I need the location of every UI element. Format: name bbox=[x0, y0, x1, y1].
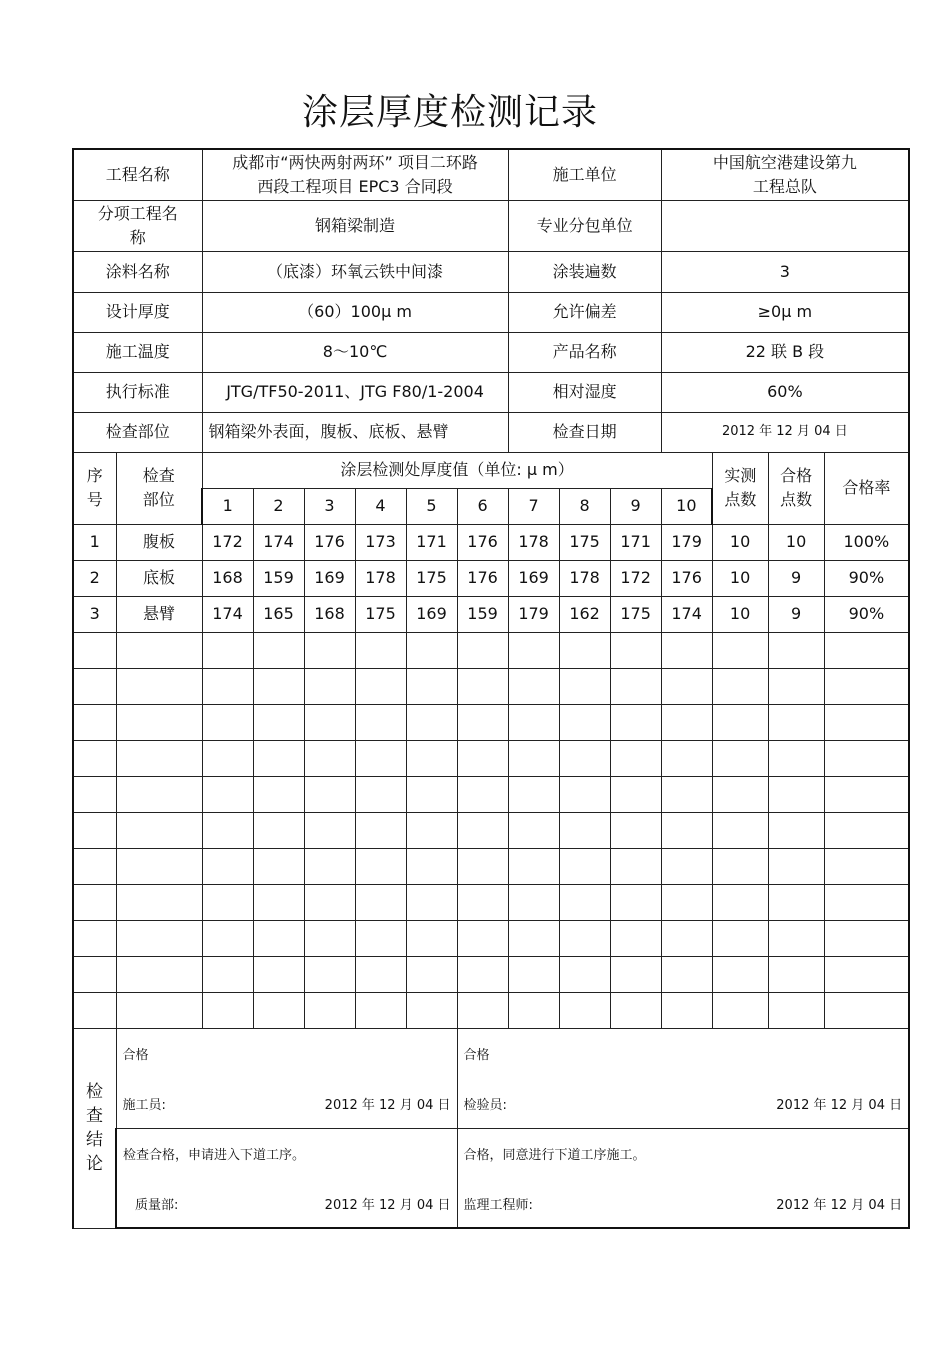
qualified-points-line-2: 点数 bbox=[780, 490, 813, 509]
product-label: 产品名称 bbox=[508, 332, 661, 372]
row-seq: 2 bbox=[73, 560, 116, 596]
construction-unit-value bbox=[661, 149, 909, 200]
thickness-value: 171 bbox=[406, 524, 457, 560]
empty-row bbox=[73, 740, 909, 776]
empty-row bbox=[73, 848, 909, 884]
construction-sign-date: 2012 年 12 月 04 日 bbox=[324, 1098, 451, 1113]
empty-row bbox=[73, 776, 909, 812]
product-value: 22 联 B 段 bbox=[661, 332, 909, 372]
empty-row bbox=[73, 632, 909, 668]
thickness-value: 162 bbox=[559, 596, 610, 632]
pass-rate-header: 合格率 bbox=[824, 452, 909, 524]
seq-header bbox=[73, 452, 116, 524]
standard-label: 执行标准 bbox=[73, 372, 202, 412]
qualified-points-line-1: 合格 bbox=[780, 466, 813, 485]
col-number: 8 bbox=[559, 488, 610, 524]
thickness-value: 176 bbox=[661, 560, 712, 596]
row-part: 底板 bbox=[116, 560, 202, 596]
measured-points-line-2: 点数 bbox=[724, 490, 757, 509]
thickness-value: 174 bbox=[253, 524, 304, 560]
col-number: 9 bbox=[610, 488, 661, 524]
construction-unit-line-2: 工程总队 bbox=[752, 176, 817, 196]
row-seq: 1 bbox=[73, 524, 116, 560]
thickness-values-header: 涂层检测处厚度值（单位: μ m） bbox=[202, 452, 712, 488]
thickness-value: 179 bbox=[661, 524, 712, 560]
coating-name-label: 涂料名称 bbox=[73, 251, 202, 292]
sub-project-value: 钢箱梁制造 bbox=[202, 200, 508, 251]
thickness-value: 159 bbox=[253, 560, 304, 596]
project-name-line-1: 成都市“两快两射两环” 项目二环路 bbox=[232, 152, 478, 172]
construction-unit-label: 施工单位 bbox=[508, 149, 661, 200]
empty-row bbox=[73, 704, 909, 740]
location-value: 钢箱梁外表面，腹板、底板、悬臂 bbox=[202, 412, 508, 452]
col-number: 7 bbox=[508, 488, 559, 524]
thickness-value: 175 bbox=[355, 596, 406, 632]
thickness-value: 175 bbox=[406, 560, 457, 596]
row-part: 腹板 bbox=[116, 524, 202, 560]
design-thickness-label: 设计厚度 bbox=[73, 292, 202, 332]
thickness-value: 172 bbox=[202, 524, 253, 560]
project-name-line-2: 西段工程项目 EPC3 合同段 bbox=[257, 176, 453, 196]
empty-row bbox=[73, 956, 909, 992]
measured-points-header bbox=[712, 452, 768, 524]
construction-conclusion bbox=[116, 1028, 457, 1128]
thickness-value: 159 bbox=[457, 596, 508, 632]
table-row bbox=[73, 524, 909, 560]
thickness-value: 175 bbox=[610, 596, 661, 632]
quality-signer-label: 质量部: bbox=[135, 1197, 179, 1213]
row-seq: 3 bbox=[73, 596, 116, 632]
page-title: 涂层厚度检测记录 bbox=[301, 92, 598, 133]
temperature-value: 8～10℃ bbox=[202, 332, 508, 372]
coating-passes-label: 涂装遍数 bbox=[508, 251, 661, 292]
coating-name-value: （底漆）环氧云铁中间漆 bbox=[202, 251, 508, 292]
thickness-value: 168 bbox=[202, 560, 253, 596]
subcontract-value bbox=[661, 200, 909, 251]
design-thickness-value: （60）100μ m bbox=[202, 292, 508, 332]
standard-value: JTG/TF50-2011、JTG F80/1-2004 bbox=[202, 372, 508, 412]
conclusion-label bbox=[73, 1028, 116, 1228]
quality-sign-date: 2012 年 12 月 04 日 bbox=[324, 1197, 451, 1213]
col-number: 6 bbox=[457, 488, 508, 524]
thickness-value: 178 bbox=[508, 524, 559, 560]
qualified-count: 10 bbox=[768, 524, 824, 560]
project-name-value bbox=[202, 149, 508, 200]
supervisor-conclusion bbox=[457, 1128, 909, 1228]
humidity-value: 60% bbox=[661, 372, 909, 412]
temperature-label: 施工温度 bbox=[73, 332, 202, 372]
col-number: 4 bbox=[355, 488, 406, 524]
sub-project-label bbox=[73, 200, 202, 251]
qualified-count: 9 bbox=[768, 596, 824, 632]
construction-signer-label: 施工员: bbox=[122, 1098, 166, 1113]
col-number: 3 bbox=[304, 488, 355, 524]
empty-row bbox=[73, 920, 909, 956]
construction-conclusion-text: 合格 bbox=[122, 1048, 149, 1063]
date-value: 2012 年 12 月 04 日 bbox=[661, 412, 909, 452]
col-number: 10 bbox=[661, 488, 712, 524]
conclusion-char: 论 bbox=[86, 1154, 103, 1174]
measured-points-line-1: 实测 bbox=[724, 466, 757, 485]
thickness-value: 176 bbox=[457, 560, 508, 596]
thickness-value: 178 bbox=[355, 560, 406, 596]
thickness-value: 168 bbox=[304, 596, 355, 632]
thickness-value: 169 bbox=[406, 596, 457, 632]
inspector-sign-date: 2012 年 12 月 04 日 bbox=[776, 1098, 903, 1113]
thickness-value: 173 bbox=[355, 524, 406, 560]
qualified-points-header bbox=[768, 452, 824, 524]
thickness-value: 174 bbox=[661, 596, 712, 632]
qualified-count: 9 bbox=[768, 560, 824, 596]
empty-row bbox=[73, 668, 909, 704]
thickness-value: 172 bbox=[610, 560, 661, 596]
col-number: 5 bbox=[406, 488, 457, 524]
allowed-deviation-value: ≥0μ m bbox=[661, 292, 909, 332]
part-header-line-1: 检查 bbox=[142, 466, 175, 485]
pass-rate: 90% bbox=[824, 560, 909, 596]
coating-passes-value: 3 bbox=[661, 251, 909, 292]
inspector-signer-label: 检验员: bbox=[463, 1098, 507, 1113]
measured-count: 10 bbox=[712, 524, 768, 560]
thickness-value: 176 bbox=[457, 524, 508, 560]
conclusion-char: 查 bbox=[86, 1106, 103, 1126]
conclusion-char: 检 bbox=[86, 1082, 103, 1102]
empty-row bbox=[73, 812, 909, 848]
quality-conclusion bbox=[116, 1128, 457, 1228]
empty-row bbox=[73, 992, 909, 1028]
thickness-value: 178 bbox=[559, 560, 610, 596]
allowed-deviation-label: 允许偏差 bbox=[508, 292, 661, 332]
seq-header-line-1: 序 bbox=[86, 466, 103, 485]
date-label: 检查日期 bbox=[508, 412, 661, 452]
sub-project-label-line-2: 称 bbox=[129, 227, 146, 247]
table-row bbox=[73, 560, 909, 596]
thickness-value: 171 bbox=[610, 524, 661, 560]
part-header bbox=[116, 452, 202, 524]
quality-conclusion-text: 检查合格，申请进入下道工序。 bbox=[123, 1147, 306, 1163]
supervisor-conclusion-text: 合格，同意进行下道工序施工。 bbox=[463, 1147, 646, 1163]
location-label: 检查部位 bbox=[73, 412, 202, 452]
col-number: 1 bbox=[202, 488, 253, 524]
seq-header-line-2: 号 bbox=[86, 490, 103, 509]
inspector-conclusion-text: 合格 bbox=[463, 1048, 490, 1063]
measured-count: 10 bbox=[712, 560, 768, 596]
subcontract-label: 专业分包单位 bbox=[508, 200, 661, 251]
part-header-line-2: 部位 bbox=[142, 490, 175, 509]
measured-count: 10 bbox=[712, 596, 768, 632]
inspector-conclusion bbox=[457, 1028, 909, 1128]
construction-unit-line-1: 中国航空港建设第九 bbox=[712, 152, 857, 172]
sub-project-label-line-1: 分项工程名 bbox=[97, 203, 178, 223]
row-part: 悬臂 bbox=[116, 596, 202, 632]
table-row bbox=[73, 596, 909, 632]
thickness-value: 175 bbox=[559, 524, 610, 560]
thickness-value: 179 bbox=[508, 596, 559, 632]
thickness-value: 176 bbox=[304, 524, 355, 560]
thickness-value: 169 bbox=[304, 560, 355, 596]
supervisor-signer-label: 监理工程师: bbox=[463, 1197, 533, 1213]
humidity-label: 相对湿度 bbox=[508, 372, 661, 412]
conclusion-char: 结 bbox=[86, 1130, 103, 1150]
thickness-value: 165 bbox=[253, 596, 304, 632]
supervisor-sign-date: 2012 年 12 月 04 日 bbox=[776, 1197, 903, 1213]
empty-row bbox=[73, 884, 909, 920]
inspection-table bbox=[72, 148, 910, 1229]
pass-rate: 90% bbox=[824, 596, 909, 632]
project-name-label: 工程名称 bbox=[73, 149, 202, 200]
pass-rate: 100% bbox=[824, 524, 909, 560]
thickness-value: 169 bbox=[508, 560, 559, 596]
thickness-value: 174 bbox=[202, 596, 253, 632]
col-number: 2 bbox=[253, 488, 304, 524]
